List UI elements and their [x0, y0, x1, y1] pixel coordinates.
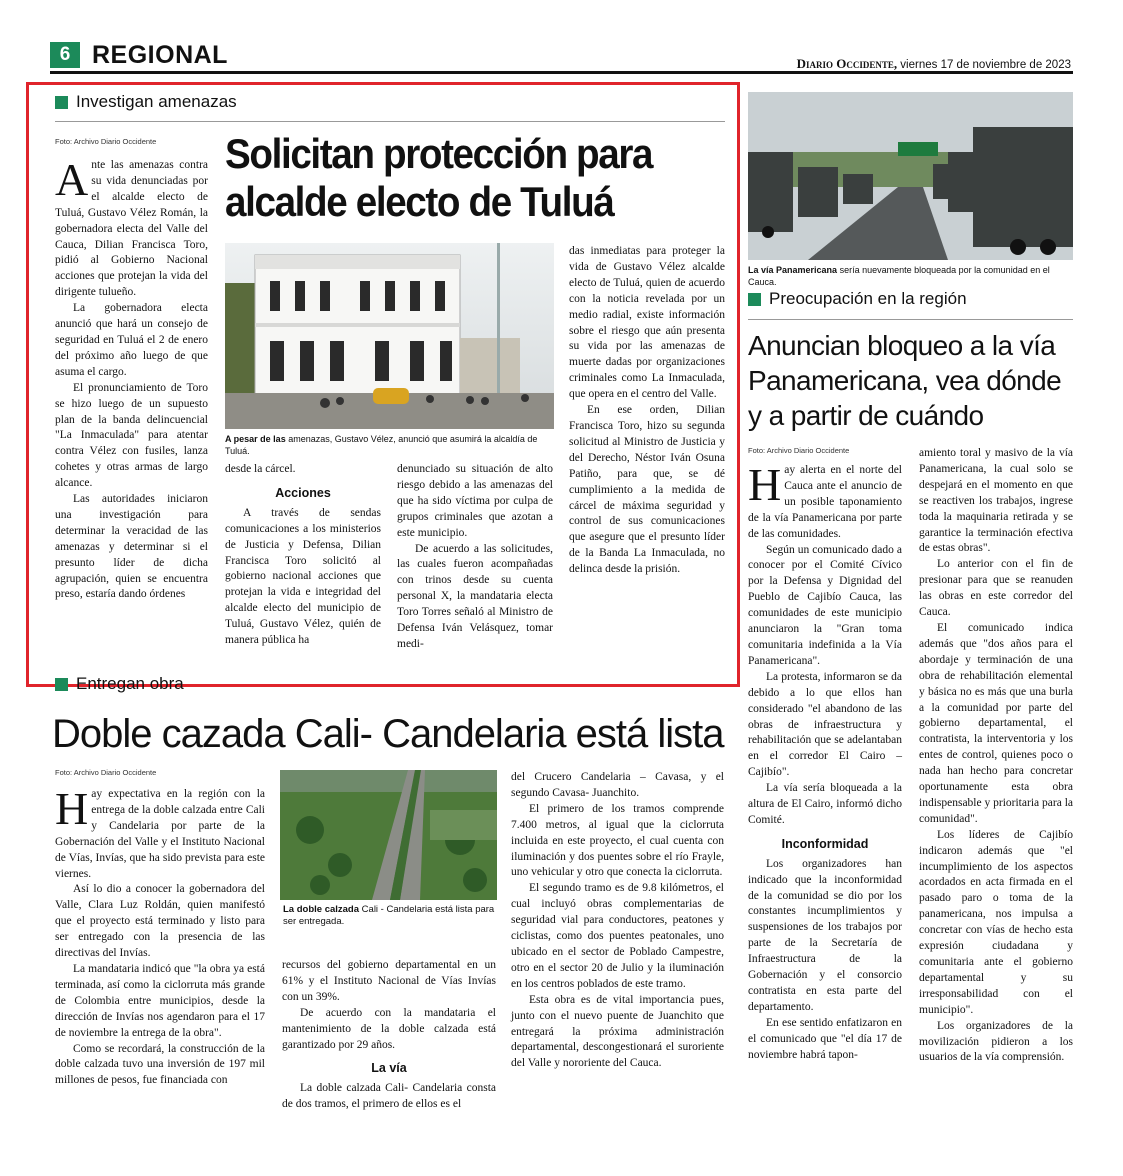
article1-kicker [55, 92, 237, 112]
kicker-rule [55, 121, 725, 122]
kicker-square-icon [55, 96, 68, 109]
caption-bold: A pesar de las [225, 434, 286, 444]
photo-credit: Foto: Archivo Diario Occidente [55, 137, 157, 146]
caption-bold: La doble calzada [283, 904, 360, 915]
paragraph: ay alerta en el norte del Cauca ante el anuncio de un posible taponamiento de la vía Panamericana por parte de las comunidades. [748, 464, 902, 540]
paragraph: A través de sendas comunicaciones a los ministerios de Justicia y Defensa, Dilian Francisca Toro solicitó al gobierno nacional acciones que protejan la vida e integridad del alcalde electo del municipio de Tuluá, Gustavo Vélez, quién de manera pública ha [225, 506, 381, 647]
kicker-square-icon [748, 293, 761, 306]
header-rule [50, 71, 1073, 74]
article2-col3 [511, 770, 724, 1072]
paragraph: Los organizadores han indicado que la inconformidad de la comunidad se dio por los constantes incumplimientos y suspensiones de los trabajos por parte de la Secretaría de Infraestructura de la Gobernación y el consorcio contratista en esta parte del departamento. [748, 857, 902, 1013]
paragraph: De acuerdo con la mandataria el mantenimiento de la doble calzada está garantizado por 29 años. [282, 1006, 496, 1051]
paragraph: ay expectativa en la región con la entrega de la doble calzada entre Cali y Candelaria por parte de la Gobernación del Valle y el Instituto Nacional de Vías, Invías, que ha sido prevista para este viernes. [55, 788, 265, 880]
paragraph: Así lo dio a conocer la gobernadora del Valle, Clara Luz Roldán, quien manifestó que el proyecto está terminado y listo para ser entregado con la presencia de las directivas del Invías. [55, 883, 265, 960]
paragraph: Las autoridades iniciaron una investigación para determinar la veracidad de las amenazas y determinar si el presunto líder de dicha agrupación, quien se encuentra preso, estaría dando órdenes [55, 493, 208, 601]
article2-headline: Doble cazada Cali- Candelaria está lista [52, 712, 724, 756]
paper-name: Diario Occidente, [796, 56, 898, 71]
paragraph: De acuerdo a las solicitudes, las cuales fueron acompañadas con trinos desde su cuenta personal X, la mandataria electa Toro Torres señaló al Ministro de Defensa Iván Velásquez, tomar medi- [397, 542, 553, 650]
page-number-box [50, 42, 80, 68]
paragraph: Esta obra es de vital importancia pues, junto con el nuevo puente de Juanchito que entregará la próxima administración departamental, descongestionará el suroriente del Valle y nororiente del Cauca. [511, 993, 724, 1070]
article1-col3 [397, 462, 553, 653]
paragraph: amiento toral y masivo de la vía Panamericana, la cual solo se despejará en el momento en que se reactiven los trabajos, ingrese toda la maquinaria retirada y se garantice la terminación efectiva de estas obras". [919, 447, 1073, 555]
article1-photo [225, 243, 554, 429]
kicker-square-icon [55, 678, 68, 691]
kicker-label: Preocupación en la región [769, 289, 967, 308]
article1-col1 [55, 154, 208, 603]
dropcap: H [55, 783, 89, 834]
kicker-rule [748, 319, 1073, 320]
masthead-date [797, 56, 1071, 72]
paragraph: En ese sentido enfatizaron en el comunicado que "el día 17 de noviembre habrá tapon- [748, 1016, 902, 1061]
article3-photo [748, 92, 1073, 260]
article2-col2 [282, 958, 496, 1113]
dropcap: H [748, 459, 782, 510]
caption-bold: La vía Panamericana [748, 265, 838, 275]
paragraph: Lo anterior con el fin de presionar para que se reanuden las obras en este corredor del Cauca. [919, 558, 1073, 619]
paragraph: del Crucero Candelaria – Cavasa, y el segundo Cavasa- Juanchito. [511, 771, 724, 799]
article3-col1 [748, 459, 902, 1064]
article3-headline: Anuncian bloqueo a la vía Panamericana, vea dónde y a partir de cuándo [748, 330, 1062, 431]
paragraph: das inmediatas para proteger la vida de Gustavo Vélez alcalde electo de Tuluá, quien de acuerdo con la noticia revelada por un medio radial, existe información sobre el riesgo que aún presenta su vida por las amenazas de muerte dadas por organizaciones criminales como La Inmaculada, que opera en el centro del Valle. [569, 245, 725, 401]
paragraph: nte las amenazas contra su vida denunciadas por el alcalde electo de Tuluá, Gustavo Vélez Román, la gobernadora electa del Valle del Cauca, Dilian Francisca Toro, pidió al Gobierno Nacional acciones que protejan la vida del dirigente tulueño. [55, 159, 208, 299]
paragraph: Los líderes de Cajibío indicaron además que "el incumplimiento de los aspectos acordados en acta firmada en el pasado paro o toma de la panamericana, nos impulsa a concretar con vías de hecho esta expresión ciudadana y comunitaria ante el gobierno departamental y su irresponsabilidad con el municipio". [919, 828, 1073, 1016]
subheading: Inconformidad [781, 836, 869, 851]
article3-kicker [748, 289, 967, 309]
caption-text: sería nuevamente bloqueada por la comunidad en el Cauca. [748, 265, 1050, 287]
kicker-label: Entregan obra [76, 674, 184, 693]
paragraph: denunciado su situación de alto riesgo debido a las amenazas del que ha sido víctima por culpa de grupos criminales que azotan a este municipio. [397, 463, 553, 539]
photo-credit: Foto: Archivo Diario Occidente [55, 768, 157, 777]
kicker-label: Investigan amenazas [76, 92, 237, 111]
paragraph: Los organizadores de la movilización pidieron a los usuarios de la vía comprensión. [919, 1019, 1073, 1064]
subheading: La vía [371, 1061, 407, 1076]
paragraph: La mandataria indicó que "la obra ya está terminada, así como la ciclorruta más grande de Colombia entre municipios, desde la dirección de Invías nos agendaron para el 17 de noviembre la entrega de la obra". [55, 962, 265, 1039]
caption-text: amenazas, Gustavo Vélez, anunció que asumirá la alcaldía de Tuluá. [225, 434, 538, 456]
paragraph: La doble calzada Cali- Candelaria consta de dos tramos, el primero de ellos es el [282, 1082, 496, 1111]
paragraph: recursos del gobierno departamental en un 61% y el Instituto Nacional de Vías Invías con un 39%. [282, 959, 496, 1003]
photo-credit: Foto: Archivo Diario Occidente [748, 446, 850, 455]
paragraph: Según un comunicado dado a conocer por el Comité Cívico por la Defensa y Dignidad del Pueblo de Cajibío Cauca, las comunidades de este municipio anunciaron la "Gran toma comunitaria indefinida a la Vía Panamericana". [748, 543, 902, 667]
paragraph: El primero de los tramos comprende 7.400 metros, al igual que la ciclorruta incluida en este proyecto, el cual cuenta con iluminación y dos puentes sobre el río Frayle, uno vehicular y otro que conecta la ciclorruta. [511, 802, 724, 879]
paragraph: El pronunciamiento de Toro se hizo luego de un supuesto plan de la banda delincuencial "La Inmaculada" para atentar contra Vélez con fusiles, lanza cohetes y otras armas de largo alcance. [55, 381, 208, 490]
article1-headline: Solicitan protección para alcalde electo de Tuluá [225, 130, 653, 225]
article1-col2 [225, 462, 381, 649]
article3-caption [748, 264, 1073, 288]
paragraph: En ese orden, Dilian Francisca Toro, hizo su segunda solicitud al Ministro de Justicia y del Derecho, Néstor Iván Osuna Patiño, para que, se dé cumplimiento a la medida de cárcel de máxima seguridad y control de sus comunicaciones que asegure que el presunto líder de la Banda La Inmaculada, no delinca desde la prisión. [569, 404, 725, 576]
paragraph: desde la cárcel. [225, 463, 296, 475]
article2-caption [283, 904, 497, 928]
article2-col1 [55, 783, 265, 1089]
paragraph: La protesta, informaron se da debido a lo que ellos han considerado "el abandono de las obras de infraestructura y rehabilitación que se adelantaban en el corredor El Cairo –Cajibío". [748, 670, 902, 779]
paragraph: La gobernadora electa anunció que hará un consejo de seguridad en Tuluá el 2 de enero del próximo año luego de que asuma el cargo. [55, 302, 208, 378]
paragraph: La vía sería bloqueada a la altura de El Cairo, informó dicho Comité. [748, 782, 902, 826]
paragraph: El segundo tramo es de 9.8 kilómetros, el cual incluyó obras complementarias de seguridad vial para conductores, peatones y ciclistas, como dos puentes peatonales, uno ubicado en el sector de Poblado Campestre, otro en el sector 20 de Julio y la iluminación en los centros poblados de este tramo. [511, 882, 724, 990]
dropcap: A [55, 154, 89, 205]
article2-photo [280, 770, 497, 900]
issue-date: viernes 17 de noviembre de 2023 [900, 59, 1071, 71]
page-number: 6 [59, 44, 71, 65]
section-title: REGIONAL [92, 41, 228, 69]
caption-text: Cali - Candelaria está lista para ser entregada. [283, 904, 495, 927]
paragraph: Como se recordará, la construcción de la doble calzada tuvo una inversión de 197 mil millones de pesos, fue financiada con [55, 1042, 265, 1087]
article1-col4 [569, 244, 725, 578]
article1-caption [225, 433, 555, 457]
paragraph: El comunicado indica además que "dos años para el abordaje y terminación de una obra de rehabilitación elemental y básica no es más que una burla a la comunidad por parte del gobierno departamental, el contratista, la interventoria y los entes de control, quienes poco o nada han hecho para concretar oportunamente esta obra indispensable y prioritaria para la comunidad". [919, 621, 1073, 825]
subheading: Acciones [275, 485, 331, 500]
article3-col2 [919, 446, 1073, 1066]
article2-kicker [55, 674, 184, 694]
